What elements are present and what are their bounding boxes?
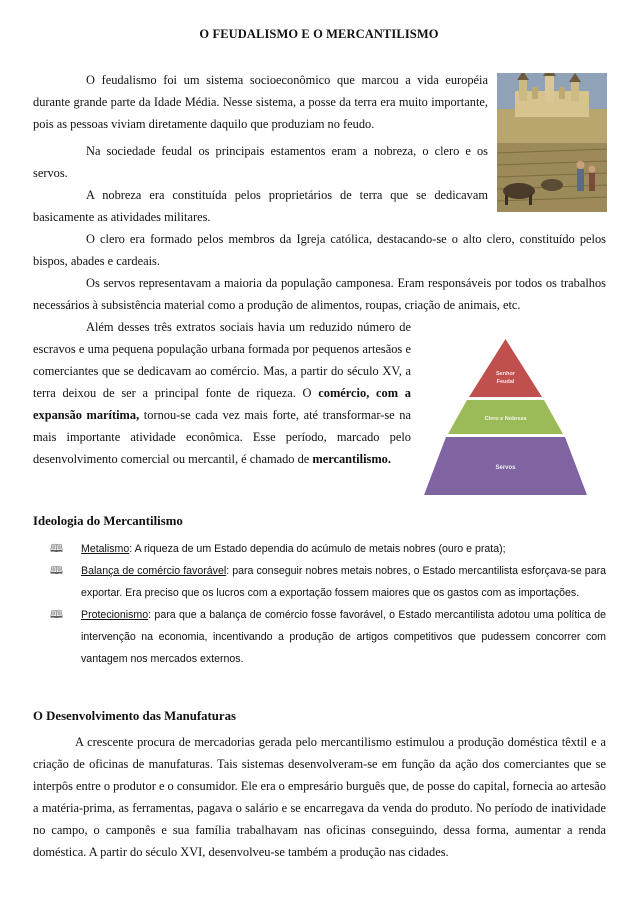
- page-title: O FEUDALISMO E O MERCANTILISMO: [199, 27, 439, 41]
- book-icon: 🕮: [50, 609, 63, 621]
- book-icon: 🕮: [50, 565, 63, 577]
- pyramid-label-bottom: Servos: [495, 465, 516, 471]
- paragraph-intro-feudalismo: O feudalismo foi um sistema socioeconômico que marcou a vida européia durante grande parte da Idade Média. Nesse sistema, a posse da terra era muito importante, pois as pessoas viviam diretamente daquilo que produziam no feudo.: [33, 73, 488, 131]
- bold-text-mercantilismo: mercantilismo.: [312, 452, 391, 466]
- medieval-illustration: [497, 73, 607, 212]
- text-part: tornou-se cada vez mais forte, até transformar-se na mais importante atividade econômica. Esse período, marcado pelo desenvolvimento comercial ou mercantil, é chamado de: [33, 408, 411, 466]
- paragraph-servos: Os servos representavam a maioria da população camponesa. Eram responsáveis por todos os trabalhos necessários à subsistência material como a produção de alimentos, roupas, criação de animais, etc.: [33, 276, 606, 312]
- list-item: [50, 560, 606, 604]
- bullet-list-ideologia: [50, 538, 606, 670]
- bullet-text: : para que a balança de comércio fosse favorável, o Estado mercantilista adotou uma política de intervenção na economia, incentivando a produção de artigos competitivos que pudessem concorrer com vantagem nos mercados externos.: [81, 609, 606, 665]
- list-item: [50, 604, 606, 670]
- bullet-text: : A riqueza de um Estado dependia do acúmulo de metais nobres (ouro e prata);: [129, 543, 506, 555]
- bullet-term: Protecionismo: [81, 609, 149, 621]
- bullet-term: Metalismo: [81, 543, 130, 555]
- section-heading-ideologia: Ideologia do Mercantilismo: [33, 514, 183, 528]
- list-item: [50, 538, 606, 560]
- feudal-pyramid-diagram: [424, 337, 587, 497]
- bullet-term: Balança de comércio favorável: [81, 565, 227, 577]
- pyramid-label-top: Senhor Feudal: [496, 371, 515, 385]
- paragraph-estamentos: Na sociedade feudal os principais estamentos eram a nobreza, o clero e os servos.: [33, 144, 488, 180]
- text-part: Além desses três extratos sociais havia um reduzido número de escravos e uma pequena população urbana formada por pequenos artesãos e comerciantes que se dedicavam ao comércio. Mas, a partir do século XV, a terra deixou de ser a principal fonte de riqueza. O: [33, 320, 411, 400]
- paragraph-mercantilismo: [33, 316, 411, 470]
- bold-text-comercio: comércio, com a expansão marítima,: [33, 386, 412, 422]
- pyramid-level-top: [469, 339, 542, 397]
- bullet-text: : para conseguir nobres metais nobres, o Estado mercantilista esforçava-se para exportar. Era preciso que os lucros com a exportação fossem maiores que os gastos com as importações.: [81, 565, 607, 599]
- pyramid-label-middle: Clero e Nobreza: [484, 416, 527, 422]
- paragraph-clero: O clero era formado pelos membros da Igreja católica, destacando-se o alto clero, constituído pelos bispos, abades e cardeais.: [33, 232, 606, 268]
- paragraph-nobreza: A nobreza era constituída pelos proprietários de terra que se dedicavam basicamente as atividades militares.: [33, 188, 488, 224]
- paragraph-manufaturas: A crescente procura de mercadorias gerada pelo mercantilismo estimulou a produção doméstica têxtil e a criação de oficinas de manufaturas. Tais sistemas desenvolveram-se em função da ação dos comerciantes que se interpôs entre o produtor e o consumidor. Ele era o empresário burguês que, de posse do capital, fornecia ao artesão a matéria-prima, as ferramentas, pagava o salário e se encarregava da venda do produto. No período de inatividade no campo, o camponês e sua família trabalhavam nas oficinas conseguindo, dessa forma, aumentar a renda doméstica. A partir do século XVI, desenvolveu-se também a produção nas cidades.: [33, 735, 606, 859]
- book-icon: 🕮: [50, 543, 63, 555]
- section-heading-manufaturas: O Desenvolvimento das Manufaturas: [33, 709, 236, 723]
